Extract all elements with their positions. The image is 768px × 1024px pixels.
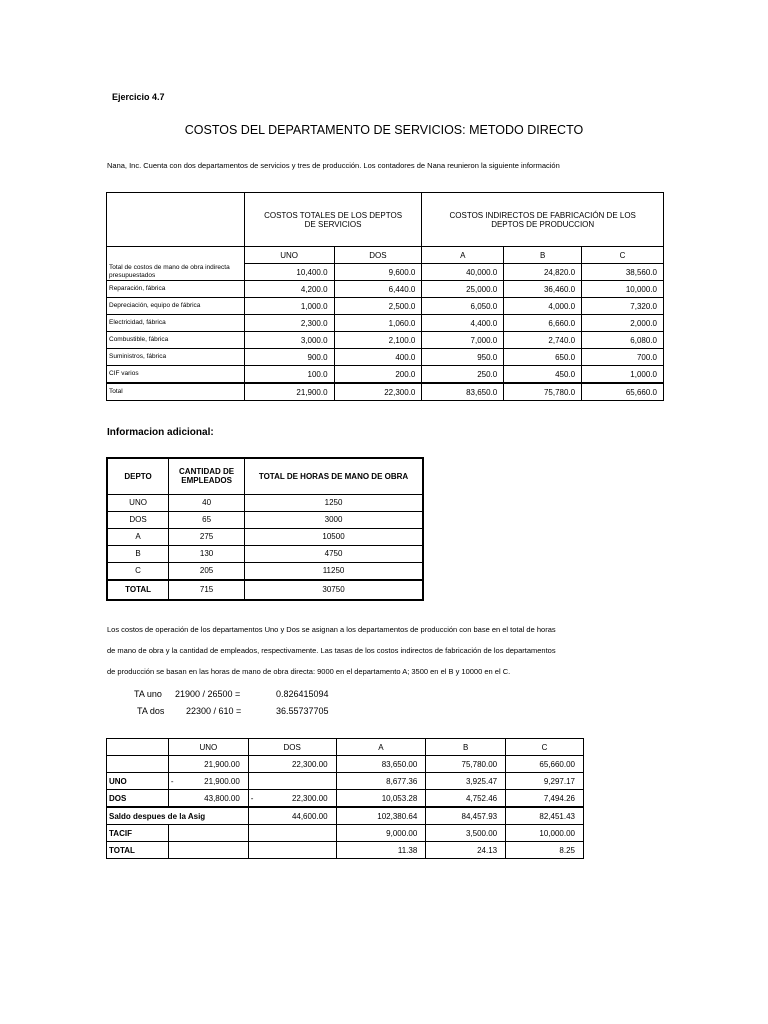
table-cell: A	[107, 528, 169, 545]
value-cell: 100.0	[244, 366, 334, 384]
value-cell: 21,900.0	[244, 383, 334, 401]
table-cell: UNO	[107, 494, 169, 511]
table-row	[107, 545, 423, 562]
value-cell: 3,000.0	[244, 332, 334, 349]
row-label: Depreciación, equipo de fábrica	[107, 298, 245, 315]
row-label: Suministros, fábrica	[107, 349, 245, 366]
table-cell: 22,300.00	[248, 756, 336, 773]
table-row	[107, 298, 664, 315]
value-cell: 6,080.0	[582, 332, 664, 349]
value-cell: 7,320.0	[582, 298, 664, 315]
table-cell: 4750	[245, 545, 423, 562]
value-cell: 6,440.0	[334, 281, 422, 298]
table-row	[107, 315, 664, 332]
table-cell: 11.38	[336, 842, 426, 859]
table-cell: 8.25	[506, 842, 584, 859]
intro-text: Nana, Inc. Cuenta con dos departamentos de servicios y tres de producción. Los contadores de Nana reunieron la siguiente información	[107, 161, 560, 170]
table-cell: 11250	[245, 562, 423, 580]
table-cell	[168, 773, 248, 790]
table-cell: 30750	[245, 580, 423, 600]
value-cell: 9,600.0	[334, 264, 422, 281]
blank-cell	[107, 193, 245, 247]
table-row	[107, 773, 584, 790]
row-label: Electricidad, fábrica	[107, 315, 245, 332]
table-cell: 9,297.17	[506, 773, 584, 790]
value-cell: 6,660.0	[504, 315, 582, 332]
value-cell: 250.0	[422, 366, 504, 384]
row-label: Combustible, fábrica	[107, 332, 245, 349]
table-row	[107, 511, 423, 528]
value-cell: 4,200.0	[244, 281, 334, 298]
table-row	[107, 366, 664, 384]
costs-table	[106, 192, 664, 401]
table-cell	[168, 842, 248, 859]
table-row	[107, 494, 423, 511]
table-cell: 130	[169, 545, 245, 562]
col-header: DEPTO	[107, 458, 169, 494]
value-cell: 1,000.0	[244, 298, 334, 315]
table-cell: 7,494.26	[506, 790, 584, 808]
table-cell	[248, 773, 336, 790]
row-label: DOS	[107, 790, 169, 808]
row-label: Reparación, fábrica	[107, 281, 245, 298]
row-label: TACIF	[107, 825, 169, 842]
table-cell: 65,660.00	[506, 756, 584, 773]
row-label	[107, 756, 169, 773]
value-cell: 38,560.0	[582, 264, 664, 281]
table-cell: 1250	[245, 494, 423, 511]
rate-dos-label: TA dos	[137, 706, 165, 716]
col-header: DOS	[334, 247, 422, 264]
col-header: UNO	[168, 739, 248, 756]
value-cell: 65,660.0	[582, 383, 664, 401]
table-row	[107, 825, 584, 842]
value-cell: 2,300.0	[244, 315, 334, 332]
col-header: A	[336, 739, 426, 756]
total-row	[107, 580, 423, 600]
table-cell: TOTAL	[107, 580, 169, 600]
cell-value: 21,900.00	[204, 776, 240, 786]
explanation-paragraph	[107, 619, 556, 682]
table-cell: B	[107, 545, 169, 562]
row-label: UNO	[107, 773, 169, 790]
col-header: CANTIDAD DE EMPLEADOS	[169, 458, 245, 494]
value-cell: 400.0	[334, 349, 422, 366]
production-group-header: COSTOS INDIRECTOS DE FABRICACIÓN DE LOS DEPTOS DE PRODUCCION	[422, 193, 664, 247]
value-cell: 4,000.0	[504, 298, 582, 315]
services-group-header: COSTOS TOTALES DE LOS DEPTOS DE SERVICIOS	[244, 193, 422, 247]
table-cell: DOS	[107, 511, 169, 528]
col-header: C	[582, 247, 664, 264]
table-cell: 715	[169, 580, 245, 600]
table-cell: 8,677.36	[336, 773, 426, 790]
value-cell: 6,050.0	[422, 298, 504, 315]
col-header: C	[506, 739, 584, 756]
table-cell: 205	[169, 562, 245, 580]
cell-value: 22,300.00	[291, 793, 328, 803]
table-cell: 43,800.00	[168, 790, 248, 808]
table-cell: 4,752.46	[426, 790, 506, 808]
table-row	[107, 807, 584, 825]
page-title: COSTOS DEL DEPARTAMENTO DE SERVICIOS: METODO DIRECTO	[184, 123, 584, 137]
table-cell	[248, 790, 336, 808]
paragraph-line: de mano de obra y la cantidad de empleados, respectivamente. Las tasas de los costos indirectos de fabricación de los departamentos	[107, 646, 556, 655]
value-cell: 4,400.0	[422, 315, 504, 332]
table-cell: 24.13	[426, 842, 506, 859]
table-row	[107, 756, 584, 773]
col-header: A	[422, 247, 504, 264]
row-label: CIF varios	[107, 366, 245, 384]
value-cell: 2,740.0	[504, 332, 582, 349]
value-cell: 75,780.0	[504, 383, 582, 401]
table-cell: 44,600.00	[248, 807, 336, 825]
allocation-table	[106, 738, 584, 859]
value-cell: 40,000.0	[422, 264, 504, 281]
value-cell: 450.0	[504, 366, 582, 384]
col-header: DOS	[248, 739, 336, 756]
table-row	[107, 528, 423, 545]
table-cell: 82,451.43	[506, 807, 584, 825]
col-header: B	[504, 247, 582, 264]
value-cell: 2,000.0	[582, 315, 664, 332]
table-cell: 40	[169, 494, 245, 511]
table-row	[107, 790, 584, 808]
rate-uno-value: 0.826415094	[276, 689, 329, 699]
table-cell: 275	[169, 528, 245, 545]
table-cell: 3000	[245, 511, 423, 528]
rate-dos-value: 36.55737705	[276, 706, 329, 716]
value-cell: 24,820.0	[504, 264, 582, 281]
table-cell: 102,380.64	[336, 807, 426, 825]
dash-mark: -	[170, 776, 174, 786]
value-cell: 22,300.0	[334, 383, 422, 401]
value-cell: 1,060.0	[334, 315, 422, 332]
table-cell: 3,500.00	[426, 825, 506, 842]
value-cell: 2,500.0	[334, 298, 422, 315]
table-row	[107, 562, 423, 580]
table-cell: 75,780.00	[426, 756, 506, 773]
table-row	[107, 349, 664, 366]
table-cell: 3,925.47	[426, 773, 506, 790]
value-cell: 10,000.0	[582, 281, 664, 298]
value-cell: 900.0	[244, 349, 334, 366]
table-cell: 9,000.00	[336, 825, 426, 842]
value-cell: 700.0	[582, 349, 664, 366]
value-cell: 25,000.0	[422, 281, 504, 298]
table-cell: 10,000.00	[506, 825, 584, 842]
rate-uno-label: TA uno	[134, 689, 162, 699]
value-cell: 650.0	[504, 349, 582, 366]
table-cell: 83,650.00	[336, 756, 426, 773]
table-cell	[248, 842, 336, 859]
row-label: Total de costos de mano de obra indirecta presupuestados	[107, 247, 245, 281]
value-cell: 7,000.0	[422, 332, 504, 349]
row-label: Saldo despues de la Asig	[107, 807, 249, 825]
col-header: UNO	[244, 247, 334, 264]
dash-mark: -	[250, 793, 254, 803]
value-cell: 2,100.0	[334, 332, 422, 349]
value-cell: 36,460.0	[504, 281, 582, 298]
total-row	[107, 842, 584, 859]
rate-uno-expr: 21900 / 26500 =	[175, 689, 241, 699]
paragraph-line: Los costos de operación de los departamentos Uno y Dos se asignan a los departamentos de producción con base en el total de horas	[107, 625, 556, 634]
value-cell: 83,650.0	[422, 383, 504, 401]
table-cell: 84,457.93	[426, 807, 506, 825]
table-cell: C	[107, 562, 169, 580]
value-cell: 1,000.0	[582, 366, 664, 384]
total-row	[107, 383, 664, 401]
table-cell	[248, 825, 336, 842]
value-cell: 200.0	[334, 366, 422, 384]
exercise-label: Ejercicio 4.7	[112, 92, 165, 102]
additional-info-title: Informacion adicional:	[107, 427, 214, 438]
paragraph-line: de producción se basan en las horas de mano de obra directa: 9000 en el departamento A; 3500 en el B y 10000 en el C.	[107, 667, 511, 676]
value-cell: 950.0	[422, 349, 504, 366]
rate-dos-expr: 22300 / 610 =	[186, 706, 242, 716]
col-header: TOTAL DE HORAS DE MANO DE OBRA	[245, 458, 423, 494]
row-label: TOTAL	[107, 842, 169, 859]
table-row	[107, 281, 664, 298]
table-row	[107, 332, 664, 349]
value-cell: 10,400.0	[244, 264, 334, 281]
table-cell: 65	[169, 511, 245, 528]
row-label: Total	[107, 383, 245, 401]
table-cell: 10500	[245, 528, 423, 545]
col-header: B	[426, 739, 506, 756]
table-cell: 21,900.00	[168, 756, 248, 773]
table-cell: 10,053.28	[336, 790, 426, 808]
table-cell	[168, 825, 248, 842]
col-header	[107, 739, 169, 756]
employees-hours-table	[106, 457, 424, 601]
